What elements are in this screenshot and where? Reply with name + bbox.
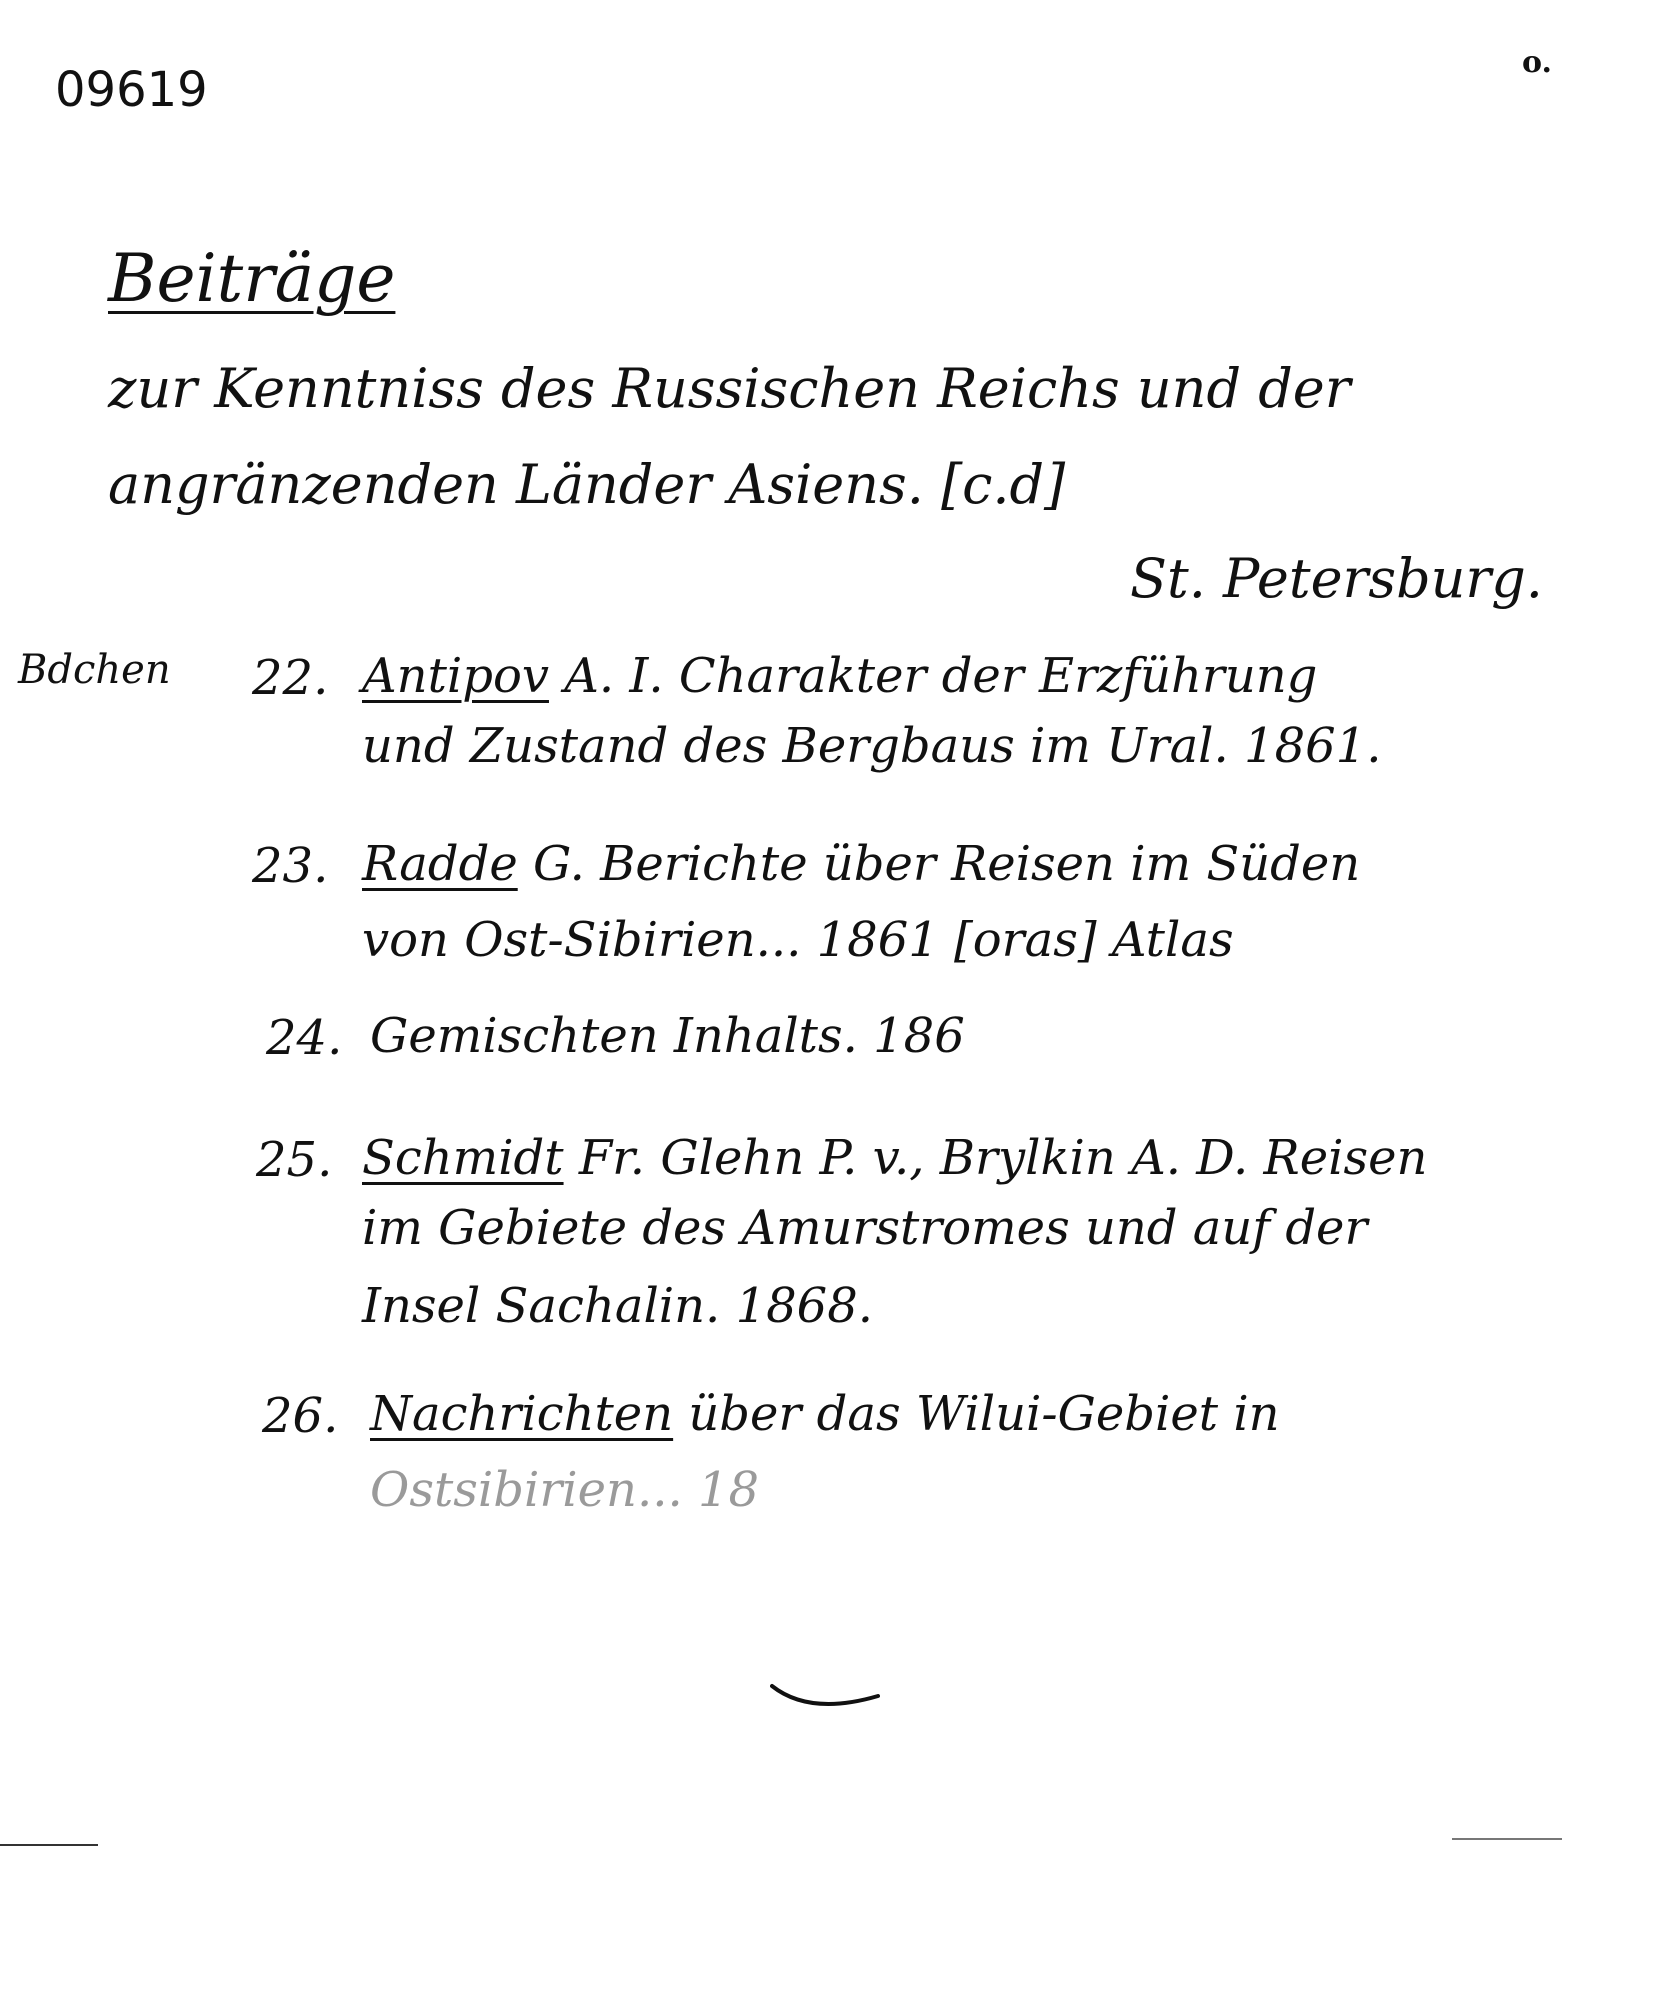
catalog-number: 09619 [55, 62, 208, 118]
entry-author: Nachrichten [370, 1386, 674, 1442]
entry-line1-rest: über das Wilui-Gebiet in [673, 1386, 1280, 1442]
end-flourish [770, 1680, 880, 1720]
entry-number: 25. [256, 1132, 333, 1188]
entry-line2: Ostsibirien... 18 [370, 1462, 760, 1518]
card-title: Beiträge [108, 240, 396, 317]
entry-line [362, 1130, 1427, 1186]
entry-line1-rest: Gemischten Inhalts. 186 [370, 1008, 965, 1064]
margin-note: Bdchen [18, 647, 171, 693]
entry-author: Radde [362, 836, 518, 892]
entry-line3: Insel Sachalin. 1868. [362, 1278, 873, 1334]
entry-line2: im Gebiete des Amurstromes und auf der [362, 1200, 1368, 1256]
entry-author: Schmidt [362, 1130, 564, 1186]
entry-line1-rest: Fr. Glehn P. v., Brylkin A. D. Reisen [563, 1130, 1428, 1186]
entry-line2: von Ost-Sibirien... 1861 [oras] Atlas [362, 912, 1234, 968]
subtitle-line-1: zur Kenntniss des Russischen Reichs und der [108, 357, 1351, 420]
entry-number: 23. [252, 838, 329, 894]
publication-place: St. Petersburg. [1130, 547, 1543, 610]
corner-mark: o. [1522, 45, 1552, 80]
entry-line2: und Zustand des Bergbaus im Ural. 1861. [362, 718, 1382, 774]
entry-line1-rest: A. I. Charakter der Erzführung [548, 648, 1318, 704]
entry-line [362, 648, 1317, 704]
entry-number: 26. [262, 1388, 339, 1444]
card-edge-left [0, 1844, 98, 1846]
entry-line [370, 1386, 1280, 1442]
entry-line1-rest: G. Berichte über Reisen im Süden [517, 836, 1361, 892]
card-edge-right [1452, 1838, 1562, 1840]
entry-number: 24. [266, 1010, 343, 1066]
entry-number: 22. [252, 650, 329, 706]
subtitle-line-2: angränzenden Länder Asiens. [c.d] [108, 453, 1066, 516]
entry-author: Antipov [362, 648, 549, 704]
entry-line [362, 836, 1360, 892]
